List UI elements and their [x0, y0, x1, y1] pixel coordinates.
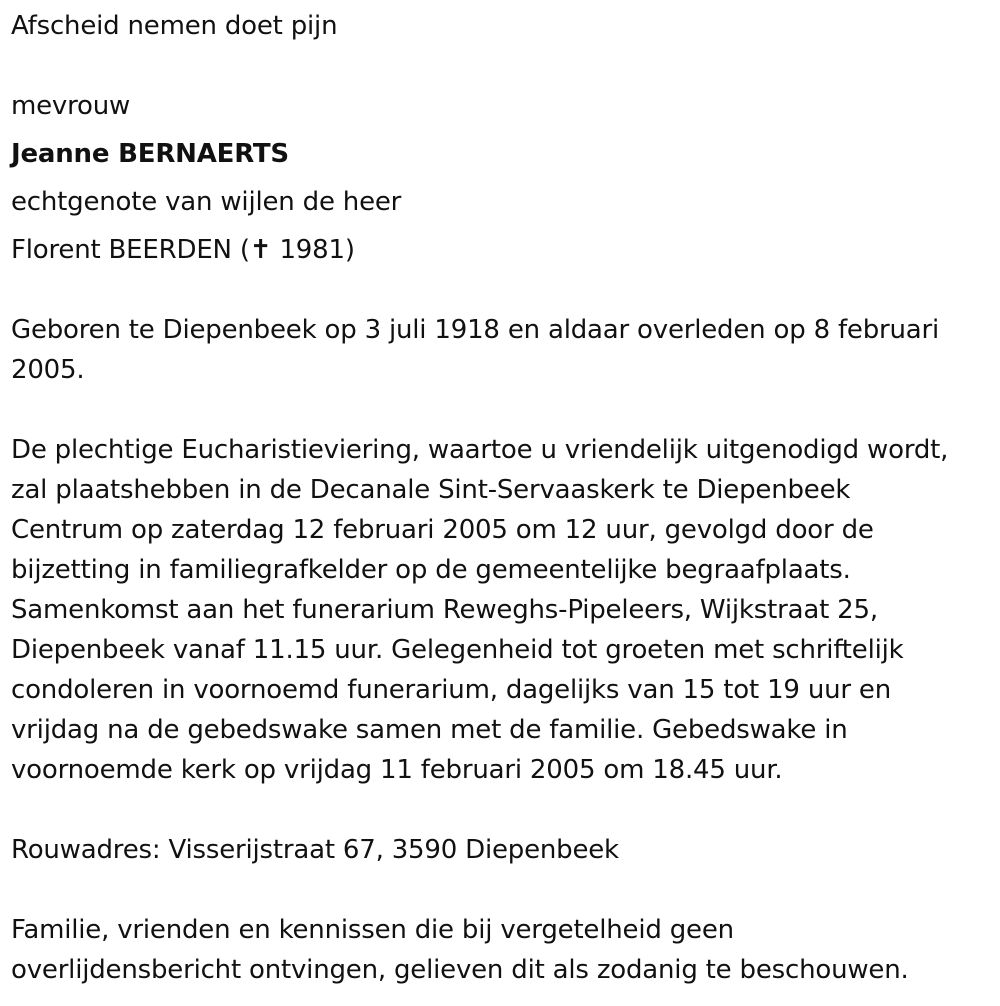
text-line: zal plaatshebben in de Decanale Sint-Servaaskerk te Diepenbeek [11, 475, 851, 505]
text-line: De plechtige Eucharistieviering, waartoe u vriendelijk uitgenodigd wordt, [11, 435, 949, 465]
title-prefix: mevrouw [11, 91, 131, 121]
text-line: Diepenbeek vanaf 11.15 uur. Gelegenheid tot groeten met schriftelijk [11, 635, 904, 665]
text-line: Familie, vrienden en kennissen die bij vergetelheid geen [11, 915, 734, 945]
text-line: Centrum op zaterdag 12 februari 2005 om 12 uur, gevolgd door de [11, 515, 874, 545]
text-line: vrijdag na de gebedswake samen met de familie. Gebedswake in [11, 715, 848, 745]
text-line: condoleren in voornoemd funerarium, dagelijks van 15 tot 19 uur en [11, 675, 892, 705]
text-line: voornoemde kerk op vrijdag 11 februari 2005 om 18.45 uur. [11, 755, 783, 785]
address-paragraph [11, 830, 991, 870]
deceased-name: Jeanne BERNAERTS [11, 139, 289, 169]
birth-death-paragraph [11, 310, 991, 390]
text-line: Samenkomst aan het funerarium Reweghs-Pipeleers, Wijkstraat 25, [11, 595, 878, 625]
spouse-line: echtgenote van wijlen de heer [11, 187, 402, 217]
spouse-name: Florent BEERDEN (✝ 1981) [11, 235, 355, 265]
text-line: Geboren te Diepenbeek op 3 juli 1918 en aldaar overleden op 8 februari [11, 315, 940, 345]
intro-text: Afscheid nemen doet pijn [11, 11, 338, 41]
text-line: 2005. [11, 355, 85, 385]
text-line: overlijdensbericht ontvingen, gelieven dit als zodanig te beschouwen. [11, 955, 909, 985]
address-text: Rouwadres: Visserijstraat 67, 3590 Diepenbeek [11, 835, 619, 865]
closing-paragraph [11, 910, 991, 990]
text-line: bijzetting in familiegrafkelder op de gemeentelijke begraafplaats. [11, 555, 851, 585]
ceremony-paragraph [11, 430, 991, 790]
